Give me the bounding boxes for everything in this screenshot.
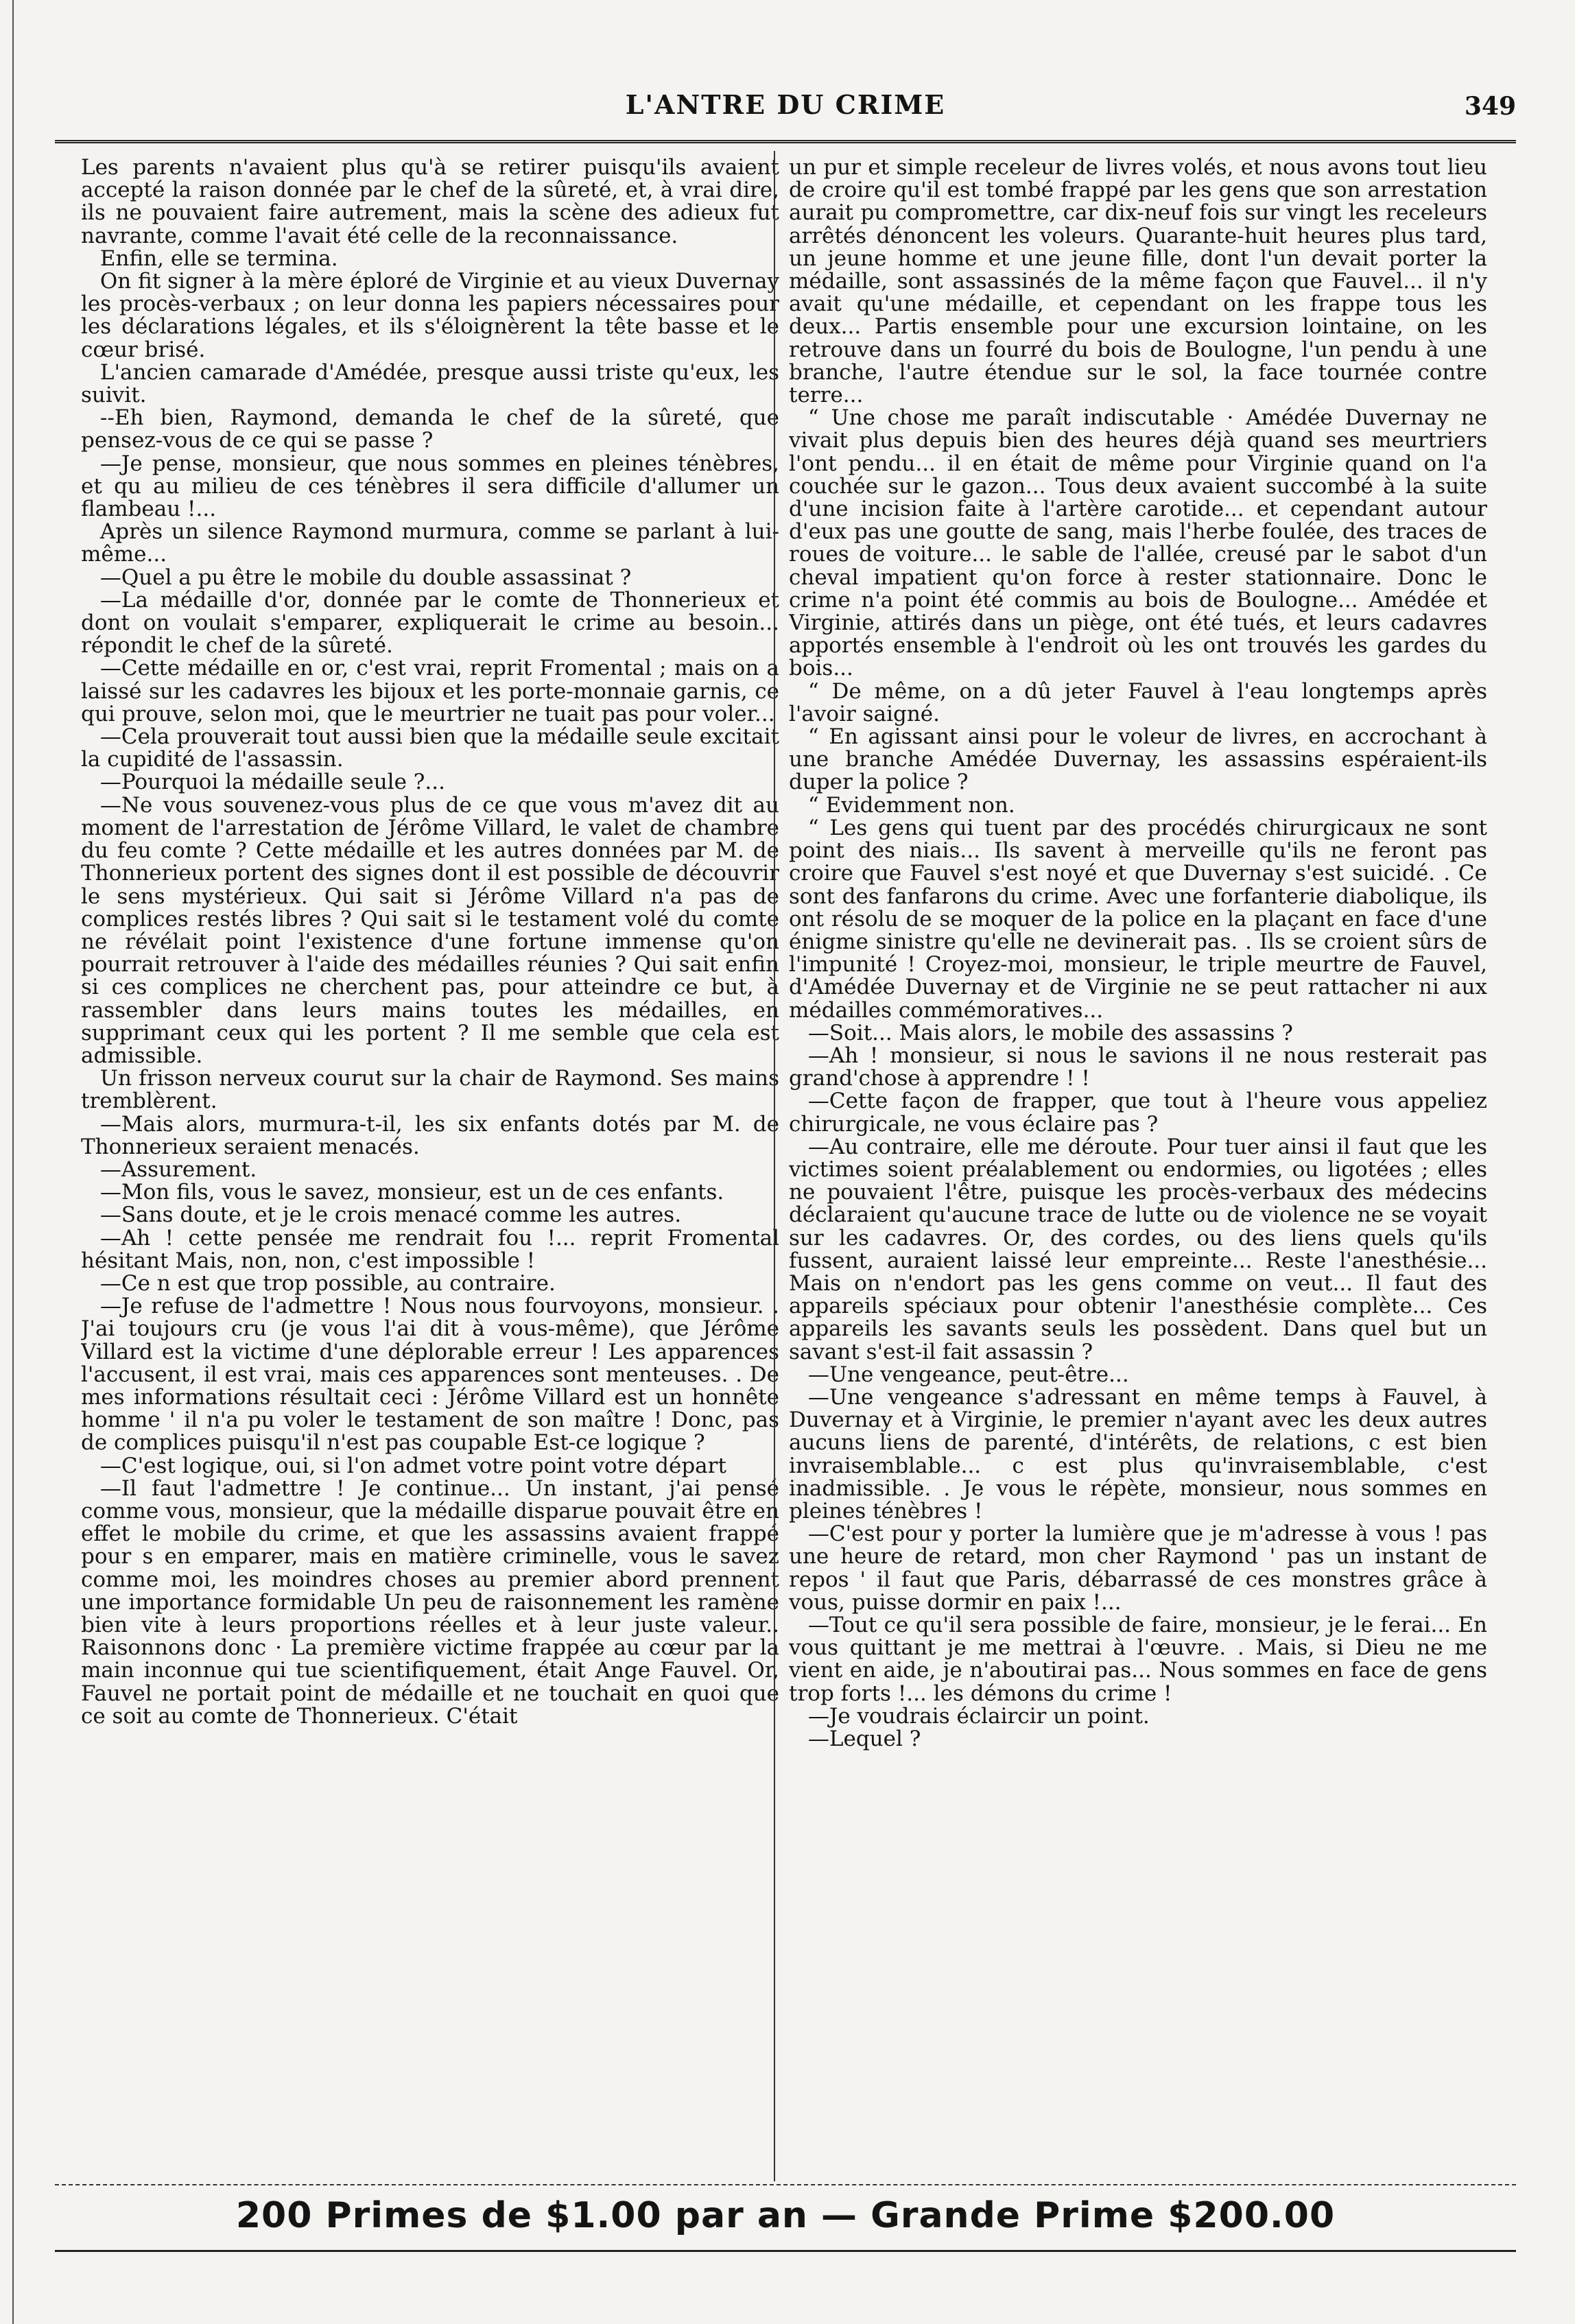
page-number: 349	[1464, 92, 1516, 121]
paragraph: —La médaille d'or, donnée par le comte de Thonnerieux et dont on voulait s'emparer, expliquerait le crime au besoin... répondit le chef de la sûreté.	[81, 587, 779, 659]
paragraph: —Ah ! cette pensée me rendrait fou !... reprit Fromental hésitant Mais, non, non, c'est impossible !	[81, 1225, 779, 1273]
paragraph: —Il faut l'admettre ! Je continue... Un instant, j'ai pensé comme vous, monsieur, que la médaille disparue pouvait être en effet le mobile du crime, et que les assassins avaient frappé pour s en emparer, mais en matière criminelle, vous le savez comme moi, les moindres choses au premier abord prennent une importance formidable Un peu de raisonnement les ramène bien vite à leurs proportions réelles et à leur juste valeur.. Raisonnons donc · La première victime frappée au cœur par la main inconnue qui tue scientifiquement, était Ange Fauvel. Or, Fauvel ne portait point de médaille et ne touchait en quoi que ce soit au comte de Thonnerieux. C'était	[81, 1475, 779, 1729]
column-divider	[774, 151, 775, 2181]
paragraph: On fit signer à la mère éploré de Virginie et au vieux Duvernay les procès-verbaux ; on leur donna les papiers nécessaires pour les déclarations légales, et ils s'éloignèrent la tête basse et le cœur brisé.	[81, 269, 779, 362]
footer-rule	[55, 2184, 1516, 2185]
paragraph: —Cette médaille en or, c'est vrai, reprit Fromental ; mais on a laissé sur les cadavres les bijoux et les porte-monnaie garnis, ce qui prouve, selon moi, que le meurtrier ne tuait pas pour voler...	[81, 656, 779, 726]
paragraph: “ Evidemment non.	[807, 792, 1015, 818]
paragraph: —Je refuse de l'admettre ! Nous nous fourvoyons, monsieur. . J'ai toujours cru (je vous l'ai dit à vous-même), que Jérôme Villard est la victime d'une déplorable erreur ! Les apparences l'accusent, il est vrai, mais ces apparences sont menteuses. . De mes informations résultait ceci : Jérôme Villard est un honnête homme ' il n'a pu voler le testament de son maître ! Donc, pas de complices puisqu'il n'est pas coupable Est-ce logique ?	[81, 1294, 779, 1456]
right-column	[789, 156, 1487, 2173]
paragraph: —C'est pour y porter la lumière que je m'adresse à vous ! pas une heure de retard, mon cher Raymond ' pas un instant de repos ' il faut que Paris, débarrassé de ces monstres grâce à vous, puisse dormir en paix !...	[789, 1521, 1487, 1615]
paragraph: —Quel a pu être le mobile du double assassinat ?	[99, 565, 632, 590]
header-rule	[55, 140, 1516, 143]
paragraph: “ Une chose me paraît indiscutable · Amédée Duvernay ne vivait plus depuis bien des heures déjà quand ses meurtriers l'ont pendu... il en était de même pour Virginie quand on l'a couchée sur le gazon... Tous deux avaient succombé à la suite d'une incision faite à l'artère carotide... et cependant autour d'eux pas une goutte de sang, mais l'herbe foulée, des traces de roues de voiture... le sable de l'allée, creusé par le sabot d'un cheval impatient qu'on force à rester stationnaire. Donc le crime n'a point été commis au bois de Boulogne... Amédée et Virginie, attirés dans un piège, ont été tués, et leurs cadavres apportés ensemble à l'endroit où les ont trouvés les gardes du bois...	[789, 405, 1487, 681]
paragraph: —Ah ! monsieur, si nous le savions il ne nous resterait pas grand'chose à apprendre ! !	[789, 1043, 1487, 1091]
paragraph: —Ne vous souvenez-vous plus de ce que vous m'avez dit au moment de l'arrestation de Jérôme Villard, le valet de chambre du feu comte ? Cette médaille et les autres données par M. de Thonnerieux portent des signes dont il est possible de découvrir le sens mystérieux. Qui sait si Jérôme Villard n'a pas de complices restés libres ? Qui sait si le testament volé du comte ne révélait point l'existence d'une fortune immense qu'on pourrait retrouver à l'aide des médailles réunies ? Qui sait enfin si ces complices ne cherchent pas, pour atteindre ce but, à rassembler dans leurs mains toutes les médailles, en supprimant ceux qui les portent ? Il me semble que cela est admissible.	[81, 792, 779, 1068]
footer-underline	[55, 2250, 1516, 2252]
paragraph: —Ce n est que trop possible, au contraire.	[99, 1270, 556, 1296]
paragraph: Les parents n'avaient plus qu'à se retirer puisqu'ils avaient accepté la raison donnée par le chef de la sûreté, et, à vrai dire, ils ne pouvaient faire autrement, mais la scène des adieux fut navrante, comme l'avait été celle de la reconnaissance.	[81, 156, 779, 248]
paragraph: —Mais alors, murmura-t-il, les six enfants dotés par M. de Thonnerieux seraient menacés.	[81, 1111, 779, 1159]
paragraph: Un frisson nerveux courut sur la chair de Raymond. Ses mains tremblèrent.	[81, 1066, 779, 1114]
page-header	[55, 89, 1516, 137]
footer-banner: 200 Primes de $1.00 par an — Grande Prime $200.00	[235, 2195, 1336, 2236]
paragraph: —Assurement.	[99, 1157, 257, 1182]
paragraph: —Cela prouverait tout aussi bien que la médaille seule excitait la cupidité de l'assassin.	[81, 724, 779, 772]
paragraph: —Une vengeance s'adressant en même temps à Fauvel, à Duvernay et à Virginie, le premier n'ayant avec les deux autres aucuns liens de parenté, d'intérêts, de relations, c est bien invraisemblable... c est plus qu'invraisemblable, c'est inadmissible. . Je vous le répète, monsieur, nous sommes en pleines ténèbres !	[789, 1384, 1487, 1523]
paragraph: “ Les gens qui tuent par des procédés chirurgicaux ne sont point des niais... Ils savent à merveille qu'ils ne feront pas croire que Fauvel s'est noyé et que Duvernay s'est suicidé. . Ce sont des fanfarons du crime. Avec une forfanterie diabolique, ils ont résolu de se moquer de la police en la plaçant en face d'une énigme sinistre qu'elle ne devinerait pas. . Ils se croient sûrs de l'impunité ! Croyez-moi, monsieur, le triple meurtre de Fauvel, d'Amédée Duvernay et de Virginie ne se peut rattacher ni aux médailles commémoratives...	[789, 815, 1487, 1023]
paragraph: —Je pense, monsieur, que nous sommes en pleines ténèbres, et qu au milieu de ces ténèbres il sera difficile d'allumer un flambeau !...	[81, 451, 779, 522]
paragraph: —Je voudrais éclaircir un point.	[807, 1703, 1150, 1729]
left-column	[81, 156, 779, 2173]
paragraph: —Une vengeance, peut-être...	[807, 1362, 1129, 1387]
paragraph: —Sans doute, et je le crois menacé comme les autres.	[99, 1202, 682, 1228]
paragraph: —C'est logique, oui, si l'on admet votre point votre départ	[99, 1453, 726, 1478]
paragraph: Enfin, elle se termina.	[99, 246, 338, 271]
paragraph: un pur et simple receleur de livres volés, et nous avons tout lieu de croire qu'il est tombé frappé par les gens que son arrestation aurait pu compromettre, car dix-neuf fois sur vingt les receleurs arrêtés dénoncent les voleurs. Quarante-huit heures plus tard, un jeune homme et une jeune fille, dont l'un devait porter la médaille, sont assassinés de la même façon que Fauvel... il n'y avait qu'une médaille, et cependant on les frappe tous les deux... Partis ensemble pour une excursion lointaine, on les retrouve dans un fourré du bois de Boulogne, l'un pendu à une branche, l'autre étendue sur le sol, la face tournée contre terre...	[789, 156, 1487, 408]
paragraph: —Pourquoi la médaille seule ?...	[99, 770, 445, 795]
paragraph: —Lequel ?	[807, 1727, 921, 1752]
paragraph: —Soit... Mais alors, le mobile des assassins ?	[807, 1020, 1293, 1045]
paragraph: Après un silence Raymond murmura, comme se parlant à lui-même...	[81, 519, 779, 567]
paragraph: —Mon fils, vous le savez, monsieur, est un de ces enfants.	[99, 1180, 724, 1205]
paragraph: —Au contraire, elle me déroute. Pour tuer ainsi il faut que les victimes soient préalablement ou endormies, ou ligotées ; elles ne pouvaient l'être, puisque les procès-verbaux des médecins déclaraient qu'aucune trace de lutte ou de violence ne se voyait sur les cadavres. Or, des cordes, ou des liens quels qu'ils fussent, auraient laissé leur empreinte... Reste l'anesthésie... Mais on n'endort pas les gens comme on veut... Il faut des appareils spéciaux pour obtenir l'anesthésie complète... Ces appareils les savants seuls les possèdent. Dans quel but un savant s'est-il fait assassin ?	[789, 1134, 1487, 1364]
paragraph: “ En agissant ainsi pour le voleur de livres, en accrochant à une branche Amédée Duvernay, les assassins espéraient-ils duper la police ?	[789, 724, 1487, 795]
paragraph: --Eh bien, Raymond, demanda le chef de la sûreté, que pensez-vous de ce qui se passe ?	[81, 405, 779, 453]
running-title: L'ANTRE DU CRIME	[625, 89, 946, 120]
paragraph: L'ancien camarade d'Amédée, presque aussi triste qu'eux, les suivit.	[81, 359, 779, 408]
paragraph: “ De même, on a dû jeter Fauvel à l'eau longtemps après l'avoir saigné.	[789, 678, 1487, 726]
paragraph: —Tout ce qu'il sera possible de faire, monsieur, je le ferai... En vous quittant je me mettrai à l'œuvre. . Mais, si Dieu ne me vient en aide, je n'aboutirai pas... Nous sommes en face de gens trop forts !... les démons du crime !	[789, 1613, 1487, 1706]
paragraph: —Cette façon de frapper, que tout à l'heure vous appeliez chirurgicale, ne vous éclaire pas ?	[789, 1089, 1487, 1137]
page-binding-edge	[0, 0, 14, 2324]
